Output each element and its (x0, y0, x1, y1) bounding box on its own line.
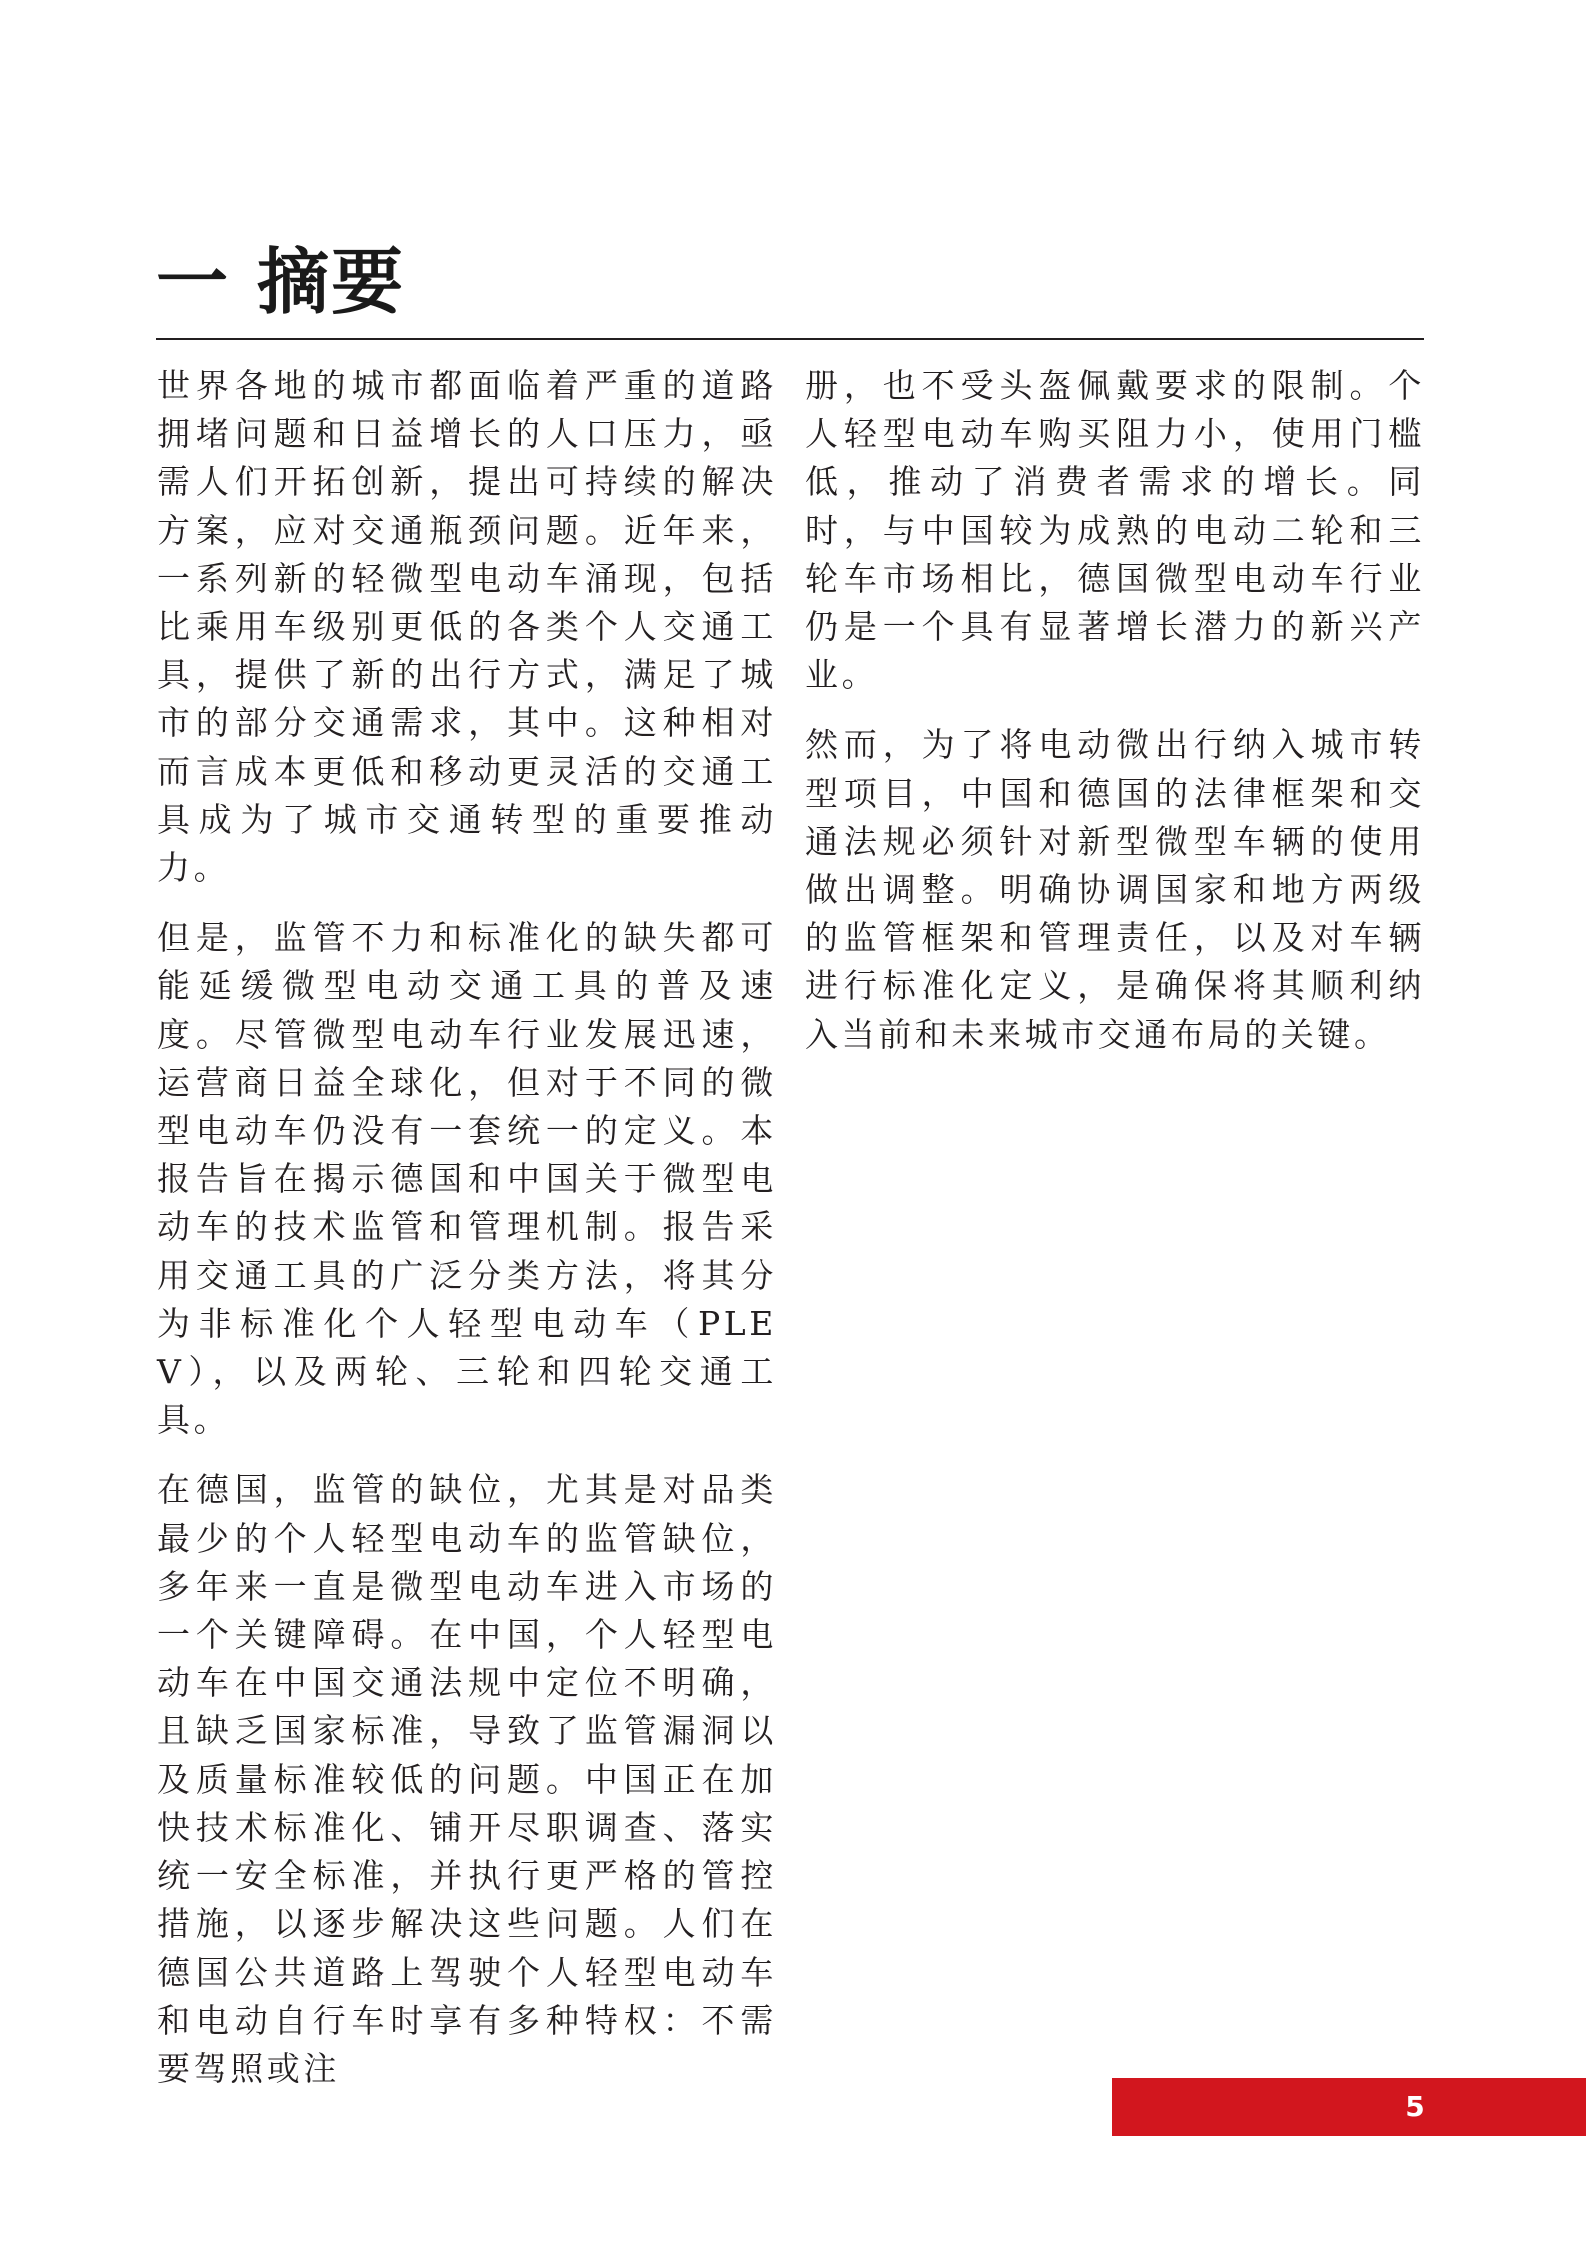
paragraph-intro: 世界各地的城市都面临着严重的道路拥堵问题和日益增长的人口压力，亟需人们开拓创新，提出可持续的解决方案，应对交通瓶颈问题。近年来，一系列新的轻微型电动车涌现，包括比乘用车级别更低的各类个人交通工具，提供了新的出行方式，满足了城市的部分交通需求，其中。这种相对而言成本更低和移动更灵活的交通工具成为了城市交通转型的重要推动力。 (157, 366, 777, 888)
left-column (157, 362, 777, 2115)
paragraph-conclusion: 然而，为了将电动微出行纳入城市转型项目，中国和德国的法律框架和交通法规必须针对新型微型车辆的使用做出调整。明确协调国家和地方两级的监管框架和管理责任，以及对车辆进行标准化定义，是确保将其顺利纳入当前和未来城市交通布局的关键。 (805, 725, 1425, 1054)
paragraph-regulation-gap: 但是，监管不力和标准化的缺失都可能延缓微型电动交通工具的普及速度。尽管微型电动车行业发展迅速，运营商日益全球化，但对于不同的微型电动车仍没有一套统一的定义。本报告旨在揭示德国和中国关于微型电动车的技术监管和管理机制。报告采用交通工具的广泛分类方法，将其分为非标准化个人轻型电动车（PLEV），以及两轮、三轮和四轮交通工具。 (157, 918, 777, 1440)
right-column (805, 362, 1425, 1081)
page-number: 5 (1405, 2090, 1425, 2123)
page-title: 一 摘要 (156, 240, 406, 324)
page-number-bar (1112, 2078, 1586, 2136)
paragraph-continued: 册，也不受头盔佩戴要求的限制。个人轻型电动车购买阻力小，使用门槛低，推动了消费者需求的增长。同时，与中国较为成熟的电动二轮和三轮车市场相比，德国微型电动车行业仍是一个具有显著增长潜力的新兴产业。 (805, 366, 1425, 695)
paragraph-germany-china: 在德国，监管的缺位，尤其是对品类最少的个人轻型电动车的监管缺位，多年来一直是微型电动车进入市场的一个关键障碍。在中国，个人轻型电动车在中国交通法规中定位不明确，且缺乏国家标准，导致了监管漏洞以及质量标准较低的问题。中国正在加快技术标准化、铺开尽职调查、落实统一安全标准，并执行更严格的管控措施，以逐步解决这些问题。人们在德国公共道路上驾驶个人轻型电动车和电动自行车时享有多种特权：不需要驾照或注 (157, 1470, 777, 2088)
title-divider (156, 338, 1424, 340)
